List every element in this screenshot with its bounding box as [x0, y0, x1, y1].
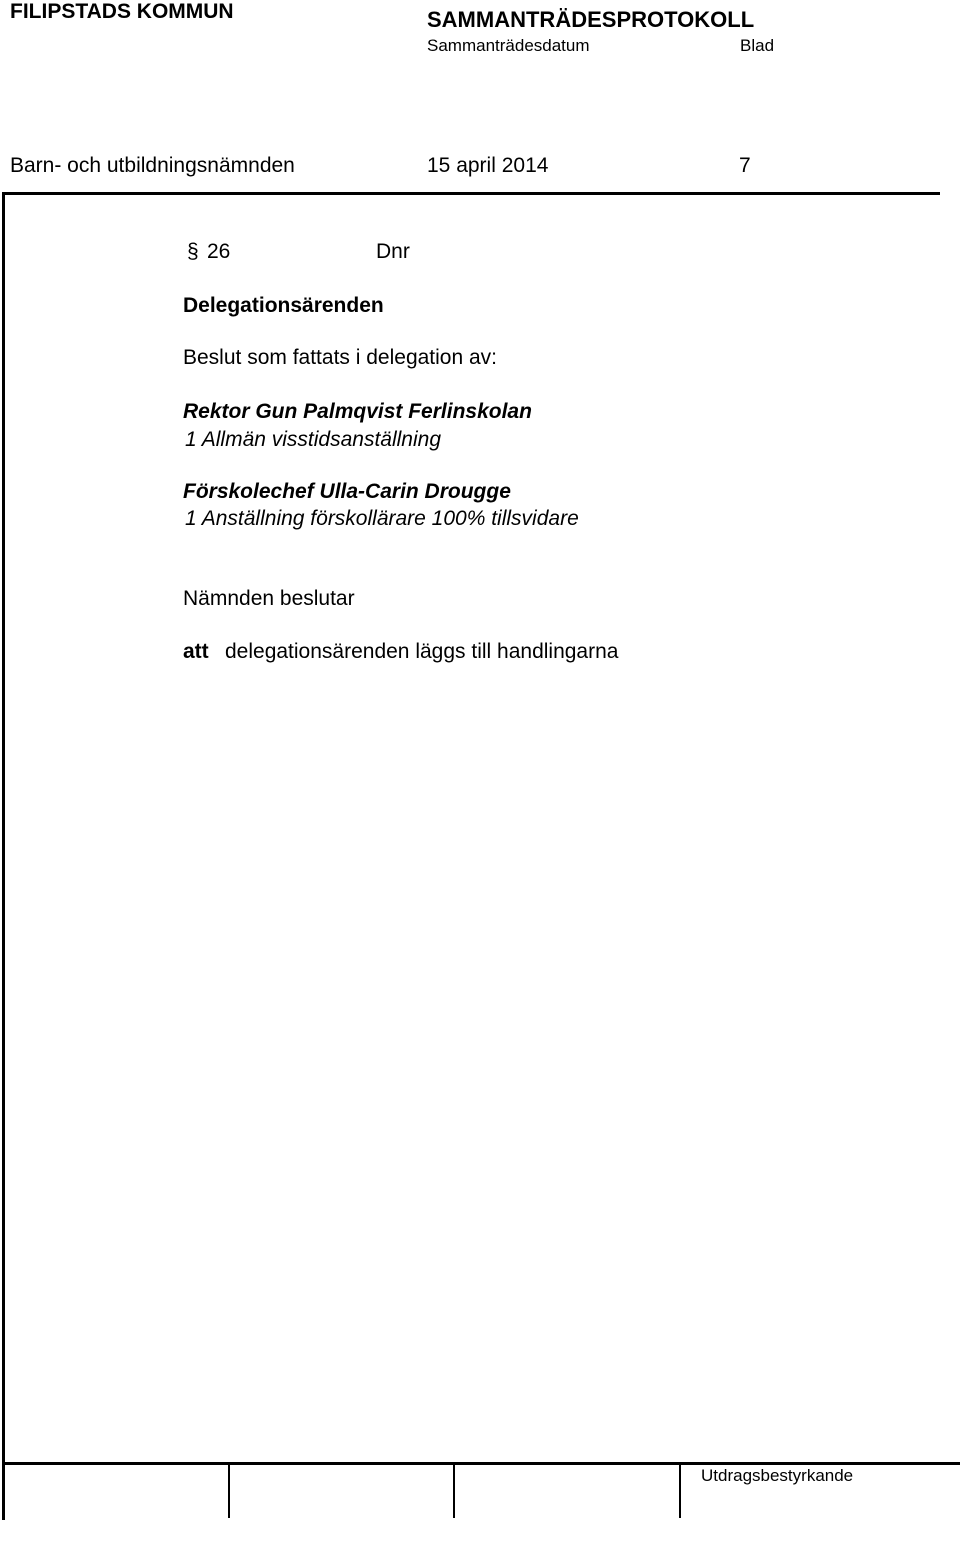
delegation-item: 1 Allmän visstidsanställning: [185, 428, 442, 451]
committee-name: Barn- och utbildningsnämnden: [10, 154, 295, 177]
decision-text: delegationsärenden läggs till handlingarna: [225, 640, 619, 663]
footer-divider-2: [453, 1462, 455, 1518]
document-title: SAMMANTRÄDESPROTOKOLL: [427, 7, 755, 32]
bottom-rule: [2, 1462, 960, 1465]
meeting-date: 15 april 2014: [427, 154, 549, 177]
footer-divider-3: [679, 1462, 681, 1518]
paragraph-sign: §: [187, 240, 199, 263]
organization-name: FILIPSTADS KOMMUN: [10, 0, 234, 23]
page-label: Blad: [740, 36, 775, 55]
section-heading: Delegationsärenden: [183, 294, 384, 317]
meeting-date-label: Sammanträdesdatum: [427, 36, 590, 55]
certification-label: Utdragsbestyrkande: [701, 1466, 854, 1485]
footer-divider-1: [228, 1462, 230, 1518]
page-number: 7: [739, 154, 751, 177]
delegation-title: Förskolechef Ulla-Carin Drougge: [183, 480, 511, 503]
paragraph-number: 26: [207, 240, 231, 263]
dnr-label: Dnr: [376, 240, 410, 263]
decides-label: Nämnden beslutar: [183, 587, 355, 610]
decision-prefix: att: [183, 640, 209, 663]
top-rule: [2, 192, 940, 195]
left-rule: [2, 192, 5, 1520]
delegation-title: Rektor Gun Palmqvist Ferlinskolan: [183, 400, 532, 423]
delegation-item: 1 Anställning förskollärare 100% tillsvidare: [185, 507, 579, 530]
section-intro: Beslut som fattats i delegation av:: [183, 346, 498, 369]
